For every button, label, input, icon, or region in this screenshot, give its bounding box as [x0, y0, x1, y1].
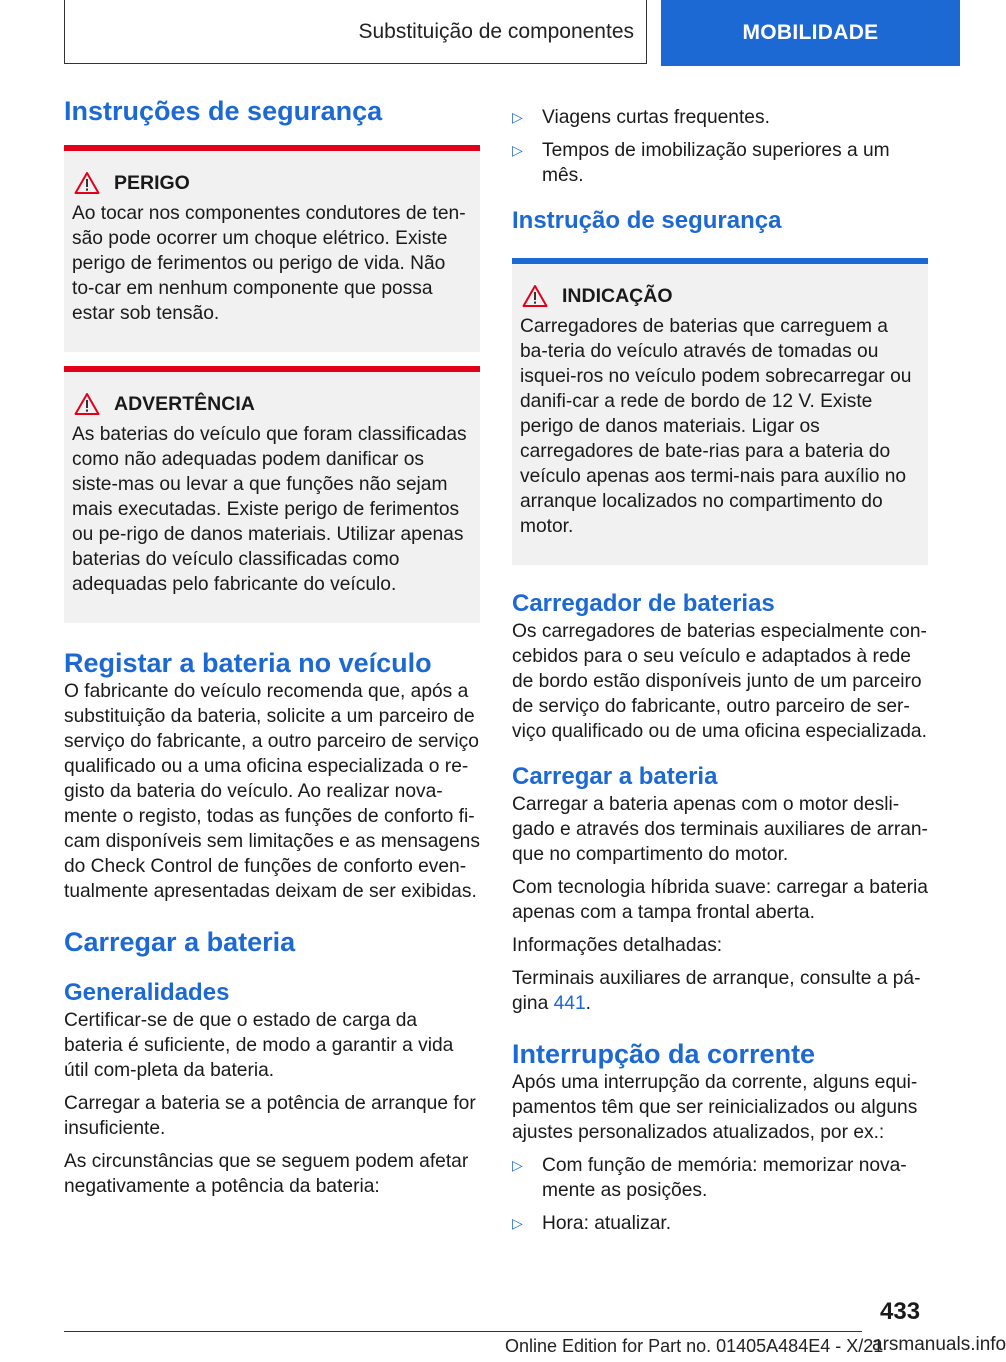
list-item: ▷ Tempos de imobilização superiores a um mês. — [512, 140, 890, 186]
general-paragraph: As circunstâncias que se seguem podem afetar negativamente a potência da bateria: — [64, 1151, 469, 1197]
safety-heading: Instrução de segurança — [512, 207, 782, 234]
register-heading: Registar a bateria no veículo — [64, 648, 432, 678]
section-title: Substituição de componentes — [64, 0, 647, 64]
bullet-list — [512, 105, 928, 188]
general-paragraph: Certificar-se de que o estado de carga da bateria é suficiente, de modo a garantir a vida útil com-pleta da bateria. — [64, 1010, 454, 1081]
warning-box — [64, 372, 480, 623]
footer-divider — [64, 1331, 862, 1332]
safety-heading: Instruções de segurança — [64, 96, 383, 126]
triangle-bullet-icon: ▷ — [512, 109, 523, 125]
danger-label: PERIGO — [114, 171, 190, 194]
left-column — [64, 95, 480, 1207]
charger-text: Os carregadores de baterias especialmente con-cebidos para o seu veículo e adaptados à rede de bordo estão disponíveis junto de um parceiro de serviço do fabricante, outro parceiro de ser-viço qualificado ou de uma oficina especializada. — [512, 621, 927, 742]
notice-label: INDICAÇÃO — [562, 284, 673, 307]
charge-heading: Carregar a bateria — [512, 763, 718, 790]
danger-box — [64, 151, 480, 352]
bullet-list — [512, 1153, 928, 1236]
chapter-tab[interactable]: MOBILIDADE — [661, 0, 960, 66]
charge-paragraph: Terminais auxiliares de arranque, consulte a pá-gina 441. — [512, 968, 921, 1014]
list-item: ▷ Viagens curtas frequentes. — [512, 107, 770, 128]
edition-text: Online Edition for Part no. 01405A484E4 - X/21 — [505, 1336, 884, 1356]
page-number: 433 — [880, 1298, 921, 1325]
triangle-bullet-icon: ▷ — [512, 1215, 523, 1231]
general-paragraph: Carregar a bateria se a potência de arranque for insuficiente. — [64, 1093, 476, 1139]
page-header — [0, 0, 960, 66]
charge-paragraph: Carregar a bateria apenas com o motor desli-gado e através dos terminais auxiliares de arran-que no compartimento do motor. — [512, 794, 928, 865]
interrupt-heading: Interrupção da corrente — [512, 1039, 816, 1069]
register-text: O fabricante do veículo recomenda que, após a substituição da bateria, solicite a um parceiro de serviço do fabricante, a outro parceiro de serviço qualificado ou a uma oficina especializada o re-gisto da bateria do veículo. Ao realizar nova-mente o registo, todas as funções de conforto fi-cam disponíveis sem limitações e as mensagens do Check Control de funções de conforto even-tualmente apresentadas deixam de ser exibidas. — [64, 681, 480, 902]
triangle-bullet-icon: ▷ — [512, 142, 523, 158]
danger-text: Ao tocar nos componentes condutores de ten-são pode ocorrer um choque elétrico. Existe perigo de ferimentos ou perigo de vida. Não to-car em nenhum componente que possa estar sob tensão. — [72, 203, 466, 324]
warning-label: ADVERTÊNCIA — [114, 392, 255, 415]
charge-heading: Carregar a bateria — [64, 927, 296, 957]
list-item: ▷ Hora: atualizar. — [512, 1213, 672, 1234]
charger-heading: Carregador de baterias — [512, 590, 775, 617]
watermark: arsmanuals.info — [872, 1334, 1006, 1355]
page-link[interactable]: 441 — [553, 993, 586, 1014]
list-item: ▷ Com função de memória: memorizar nova-mente as posições. — [512, 1155, 907, 1201]
notice-text: Carregadores de baterias que carreguem a ba-teria do veículo através de tomadas ou isquei-ros no veículo podem sobrecarregar ou danifi-car a rede de bordo de 12 V. Existe perigo de danos materiais. Ligar os carregadores de bate-rias para a bateria do veículo apenas aos termi-nais para auxílio no arranque localizados no compartimento do motor. — [520, 316, 912, 537]
warning-triangle-icon — [74, 392, 100, 416]
warning-triangle-icon — [522, 284, 548, 308]
notice-box — [512, 264, 928, 565]
warning-text: As baterias do veículo que foram classificadas como não adequadas podem danificar os siste-mas ou levar a que funções não sejam mais executadas. Existe perigo de ferimentos ou pe-rigo de danos materiais. Utilizar apenas baterias do veículo classificadas como adequadas pelo fabricante do veículo. — [72, 424, 467, 595]
general-heading: Generalidades — [64, 979, 230, 1006]
right-column — [512, 95, 928, 1244]
charge-paragraph: Informações detalhadas: — [512, 935, 723, 956]
triangle-bullet-icon: ▷ — [512, 1157, 523, 1173]
warning-triangle-icon — [74, 171, 100, 195]
charge-paragraph: Com tecnologia híbrida suave: carregar a bateria apenas com a tampa frontal aberta. — [512, 877, 928, 923]
interrupt-text: Após uma interrupção da corrente, alguns equi-pamentos têm que ser reinicializados ou alguns ajustes personalizados atualizados, por ex.: — [512, 1072, 918, 1143]
